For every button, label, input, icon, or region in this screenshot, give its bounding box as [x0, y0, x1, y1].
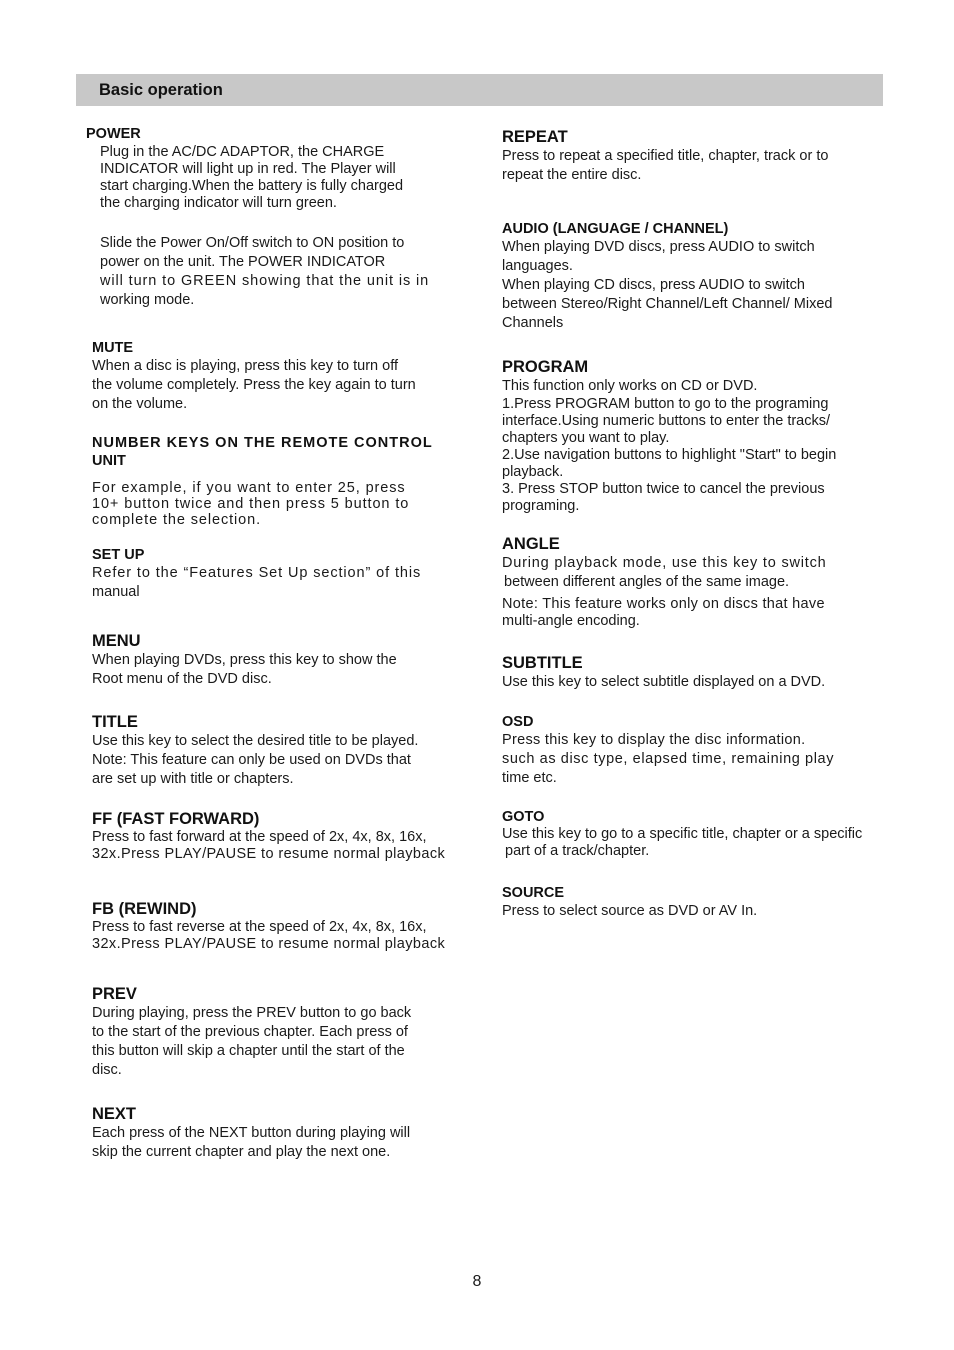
number-keys-heading: NUMBER KEYS ON THE REMOTE CONTROL — [92, 435, 433, 451]
osd-text-line: such as disc type, elapsed time, remaining play — [502, 751, 835, 767]
program-text-line: 1.Press PROGRAM button to go to the programing — [502, 396, 829, 412]
angle-section — [502, 534, 882, 630]
next-section — [92, 1104, 462, 1162]
source-section — [502, 884, 882, 921]
angle-text-line: between different angles of the same image. — [504, 574, 790, 590]
power-text-line: power on the unit. The POWER INDICATOR — [100, 254, 386, 270]
menu-text-line: Root menu of the DVD disc. — [92, 671, 272, 687]
osd-text-line: Press this key to display the disc information. — [502, 732, 806, 748]
program-section — [502, 357, 892, 515]
power-text-line: the charging indicator will turn green. — [100, 195, 337, 211]
power-text-line: will turn to GREEN showing that the unit is in — [100, 273, 430, 289]
subtitle-section — [502, 653, 882, 692]
audio-text-line: Channels — [502, 315, 564, 331]
program-text-line: programing. — [502, 498, 580, 514]
mute-heading: MUTE — [92, 340, 134, 356]
mute-text-line: the volume completely. Press the key again to turn — [92, 377, 416, 393]
repeat-heading: REPEAT — [502, 128, 568, 146]
power-text-line: Slide the Power On/Off switch to ON position to — [100, 235, 405, 251]
setup-section — [92, 546, 462, 602]
mute-text-line: When a disc is playing, press this key to turn off — [92, 358, 398, 374]
menu-heading: MENU — [92, 632, 141, 650]
angle-text-line: During playback mode, use this key to switch — [502, 555, 827, 571]
next-heading: NEXT — [92, 1105, 137, 1123]
audio-text-line: When playing DVD discs, press AUDIO to switch — [502, 239, 815, 255]
goto-text-line: Use this key to go to a specific title, chapter or a specific — [502, 826, 863, 842]
menu-section — [92, 631, 462, 689]
title-heading: TITLE — [92, 713, 138, 731]
osd-heading: OSD — [502, 714, 534, 730]
power-text-line: start charging.When the battery is fully charged — [100, 178, 404, 194]
goto-section — [502, 808, 902, 860]
number-keys-heading: UNIT — [92, 453, 126, 469]
section-header-bar — [76, 74, 883, 106]
program-text-line: chapters you want to play. — [502, 430, 670, 446]
audio-text-line: between Stereo/Right Channel/Left Channel/ Mixed — [502, 296, 833, 312]
repeat-section — [502, 127, 882, 185]
program-text-line: 3. Press STOP button twice to cancel the previous — [502, 481, 825, 497]
fast-forward-heading: FF (FAST FORWARD) — [92, 810, 260, 828]
fast-forward-section — [92, 809, 487, 863]
rewind-text-line: 32x.Press PLAY/PAUSE to resume normal playback — [92, 936, 446, 952]
page-number: 8 — [472, 1273, 482, 1290]
goto-text-line: part of a track/chapter. — [505, 843, 650, 859]
program-text-line: This function only works on CD or DVD. — [502, 378, 758, 394]
source-text-line: Press to select source as DVD or AV In. — [502, 903, 758, 919]
power-text-line: Plug in the AC/DC ADAPTOR, the CHARGE — [100, 144, 385, 160]
power-section — [86, 125, 466, 310]
program-text-line: interface.Using numeric buttons to enter the tracks/ — [502, 413, 831, 429]
fast-forward-text-line: 32x.Press PLAY/PAUSE to resume normal playback — [92, 846, 446, 862]
osd-section — [502, 713, 882, 788]
setup-heading: SET UP — [92, 547, 145, 563]
number-keys-text-line: For example, if you want to enter 25, press — [92, 480, 406, 496]
prev-text-line: disc. — [92, 1062, 122, 1078]
angle-note-line: Note: This feature works only on discs that have — [502, 596, 825, 612]
prev-text-line: to the start of the previous chapter. Each press of — [92, 1024, 408, 1040]
rewind-section — [92, 899, 487, 953]
mute-section — [92, 339, 462, 414]
prev-text-line: this button will skip a chapter until the start of the — [92, 1043, 405, 1059]
goto-heading: GOTO — [502, 809, 545, 825]
number-keys-text-line: 10+ button twice and then press 5 button to — [92, 496, 410, 512]
menu-text-line: When playing DVDs, press this key to show the — [92, 652, 397, 668]
prev-heading: PREV — [92, 985, 137, 1003]
subtitle-heading: SUBTITLE — [502, 654, 583, 672]
repeat-text-line: repeat the entire disc. — [502, 167, 642, 183]
osd-text-line: time etc. — [502, 770, 557, 786]
audio-text-line: When playing CD discs, press AUDIO to switch — [502, 277, 805, 293]
power-heading: POWER — [86, 126, 141, 142]
angle-note-line: multi-angle encoding. — [502, 613, 640, 629]
fast-forward-text-line: Press to fast forward at the speed of 2x, 4x, 8x, 16x, — [92, 829, 427, 845]
title-section — [92, 712, 472, 789]
rewind-text-line: Press to fast reverse at the speed of 2x, 4x, 8x, 16x, — [92, 919, 427, 935]
section-title: Basic operation — [99, 81, 223, 99]
next-text-line: skip the current chapter and play the next one. — [92, 1144, 391, 1160]
title-text-line: Use this key to select the desired title to be played. — [92, 733, 419, 749]
source-heading: SOURCE — [502, 885, 565, 901]
program-text-line: playback. — [502, 464, 564, 480]
mute-text-line: on the volume. — [92, 396, 188, 412]
number-keys-section — [92, 434, 462, 528]
program-heading: PROGRAM — [502, 358, 589, 376]
power-text-line: working mode. — [100, 292, 195, 308]
title-text-line: Note: This feature can only be used on DVDs that — [92, 752, 411, 768]
number-keys-text-line: complete the selection. — [92, 512, 262, 528]
title-text-line: are set up with title or chapters. — [92, 771, 294, 787]
prev-section — [92, 984, 462, 1080]
prev-text-line: During playing, press the PREV button to go back — [92, 1005, 412, 1021]
rewind-heading: FB (REWIND) — [92, 900, 197, 918]
audio-section — [502, 220, 882, 333]
subtitle-text-line: Use this key to select subtitle displayed on a DVD. — [502, 674, 826, 690]
audio-heading: AUDIO (LANGUAGE / CHANNEL) — [502, 221, 729, 237]
repeat-text-line: Press to repeat a specified title, chapter, track or to — [502, 148, 829, 164]
setup-text-line: manual — [92, 584, 140, 600]
audio-text-line: languages. — [502, 258, 573, 274]
angle-heading: ANGLE — [502, 535, 560, 553]
power-text-line: INDICATOR will light up in red. The Player will — [100, 161, 396, 177]
program-text-line: 2.Use navigation buttons to highlight "Start" to begin — [502, 447, 837, 463]
next-text-line: Each press of the NEXT button during playing will — [92, 1125, 411, 1141]
setup-text-line: Refer to the “Features Set Up section” of this — [92, 565, 422, 581]
